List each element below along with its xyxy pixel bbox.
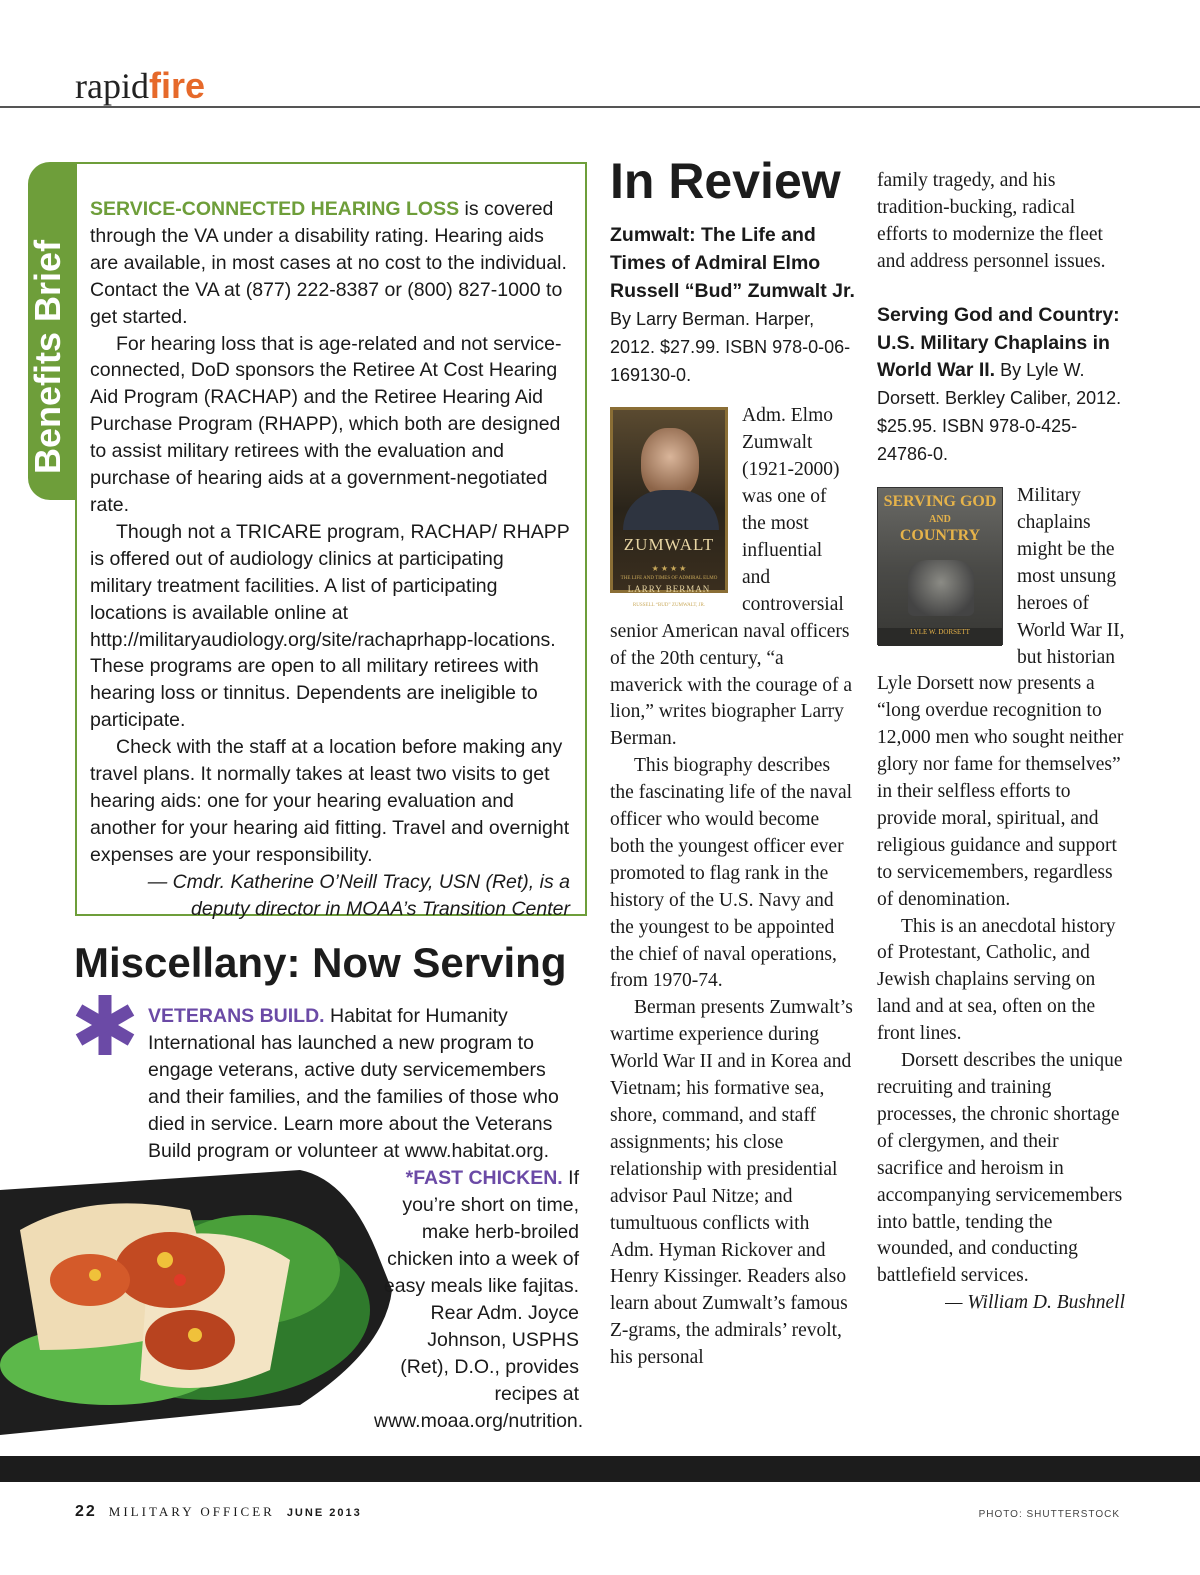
book1-p3: Berman presents Zumwalt’s wartime experience during World War II and in Korea and Vietnam; his formative sea, shore, command, and staff assignments; his close relationship with presidential advisor Paul Nitze; and tumultuous conflicts with Adm. Hyman Rickover and Henry Kissinger. Readers also learn about Zumwalt’s famous Z-grams, the admirals’ revolt, his personal	[610, 997, 853, 1369]
cover1-author: LARRY BERMAN	[627, 584, 711, 595]
section-header	[75, 66, 205, 106]
zumwalt-book-cover	[610, 407, 728, 609]
fast-chicken-text: If you’re short on time, make herb-broiled chicken into a week of easy meals like fajitas. Rear Adm. Joyce Johnson, USPHS (Ret), D.O., provides recipes at www.moaa.org/nutrition.	[374, 1167, 584, 1432]
review-column-right	[877, 168, 1125, 1317]
veterans-build-text: Habitat for Humanity International has launched a new program to engage veterans, active duty servicemembers and their families, and the families of those who died in service. Learn more about the Veterans Build program or volunteer at www.habitat.org.	[148, 1005, 559, 1162]
miscellany-heading: Miscellany: Now Serving	[74, 939, 567, 986]
serving-god-book-cover	[877, 487, 1003, 645]
page-number: 22	[75, 1503, 97, 1520]
benefits-lead: SERVICE-CONNECTED HEARING LOSS	[90, 198, 460, 220]
in-review-heading: In Review	[610, 153, 841, 209]
footer-bar	[0, 1456, 1200, 1482]
book2-title: Serving God and Country: U.S. Military Chaplains in World War II.	[877, 303, 1120, 382]
benefits-p3: Though not a TRICARE program, RACHAP/ RHAPP is offered out of audiology clinics at participating military treatment facilities. A list of participating locations is available online at http://militaryaudiology.org/site/rachaprhapp-locations. These programs are open to all military retirees with hearing loss or tinnitus. Dependents are ineligible to participate.	[90, 520, 570, 732]
review-byline: — William D. Bushnell	[945, 1292, 1125, 1314]
fast-chicken-lead: *FAST CHICKEN.	[405, 1167, 563, 1189]
book1-p1: Adm. Elmo Zumwalt (1921-2000) was one of the most influential and controversial senior American naval officers of the 20th century, “a maverick with the courage of a lion,” writes biographer Larry Berman.	[610, 405, 853, 750]
magazine-name: MILITARY OFFICER	[108, 1504, 275, 1519]
benefits-signature-1: — Cmdr. Katherine O’Neill Tracy, USN (Ret), is a	[147, 870, 570, 893]
benefits-signature-2: deputy director in MOAA’s Transition Center	[191, 897, 570, 920]
cover1-stars: ★ ★ ★ ★	[651, 564, 687, 574]
section-header-fire: fire	[148, 65, 205, 106]
section-header-rapid: rapid	[75, 66, 149, 106]
book2-info: By Lyle W. Dorsett. Berkley Caliber, 2012. $25.95. ISBN 978-0-425-24786-0.	[877, 360, 1122, 465]
book1-info: By Larry Berman. Harper, 2012. $27.99. ISBN 978-0-06-169130-0.	[610, 308, 851, 385]
benefits-brief-body	[90, 196, 570, 922]
miscellany-body	[74, 1003, 584, 1435]
benefits-p2: For hearing loss that is age-related and not service-connected, DoD sponsors the Retiree At Cost Hearing Aid Program (RACHAP) and the Retiree Hearing Aid Purchase Program (RHAPP), which both are designed to assist military retirees with the evaluation and purchase of hearing aids at a government-negotiated rate.	[90, 332, 562, 516]
benefits-p1: is covered through the VA under a disability rating. Hearing aids are available, in most cases at no cost to the individual. Contact the VA at (877) 222-8387 or (800) 827-1000 to get started.	[90, 198, 567, 328]
book2-p2: This is an anecdotal history of Protestant, Catholic, and Jewish chaplains serving on land and at sea, often on the front lines.	[877, 915, 1116, 1045]
photo-credit: PHOTO: SHUTTERSTOCK	[978, 1509, 1120, 1520]
benefits-p4: Check with the staff at a location before making any travel plans. It normally takes at least two visits to get hearing aids: one for your hearing evaluation and another for your hearing aid fitting. Travel and overnight expenses are your responsibility.	[90, 736, 570, 866]
book2-p3: Dorsett describes the unique recruiting and training processes, the chronic shortage of clergymen, and their sacrifice and heroism in accompanying servicemembers into battle, tending the wounded, and conducting battlefield services.	[877, 1050, 1123, 1287]
page-footer	[75, 1503, 362, 1521]
issue-date: JUNE 2013	[286, 1507, 362, 1519]
cover2-author: LYLE W. DORSETT	[878, 628, 1002, 646]
benefits-brief-tab-label: Benefits Brief	[27, 239, 68, 474]
book1-p2: This biography describes the fascinating life of the naval officer who would become both the youngest officer ever promoted to flag rank in the history of the U.S. Navy and the youngest to be appointed the chief of naval operations, from 1970-74.	[610, 755, 853, 992]
header-rule	[0, 106, 1200, 108]
cover1-title: ZUMWALT	[623, 535, 715, 555]
review-column-middle	[610, 222, 855, 1372]
cover1-subtitle: THE LIFE AND TIMES OF ADMIRAL ELMO RUSSELL “BUD” ZUMWALT, JR.	[620, 576, 718, 609]
cover2-title-3: COUNTRY	[899, 527, 981, 545]
book2-p1: Military chaplains might be the most unsung heroes of World War II, but historian Lyle Dorsett now presents a “long overdue recognition to 12,000 men who sought neither glory nor fame for themselves” in their selfless efforts to provide moral, spiritual, and religious guidance and support to servicemembers, regardless of denomination.	[877, 485, 1125, 910]
cover2-title-2: AND	[929, 514, 951, 526]
cover2-title-1: SERVING GOD	[883, 493, 997, 511]
book1-p3-continued: family tragedy, and his tradition-bucking, radical efforts to modernize the fleet and address personnel issues.	[877, 170, 1106, 272]
book1-title: Zumwalt: The Life and Times of Admiral Elmo Russell “Bud” Zumwalt Jr.	[610, 224, 855, 302]
veterans-build-lead: VETERANS BUILD.	[148, 1005, 325, 1027]
